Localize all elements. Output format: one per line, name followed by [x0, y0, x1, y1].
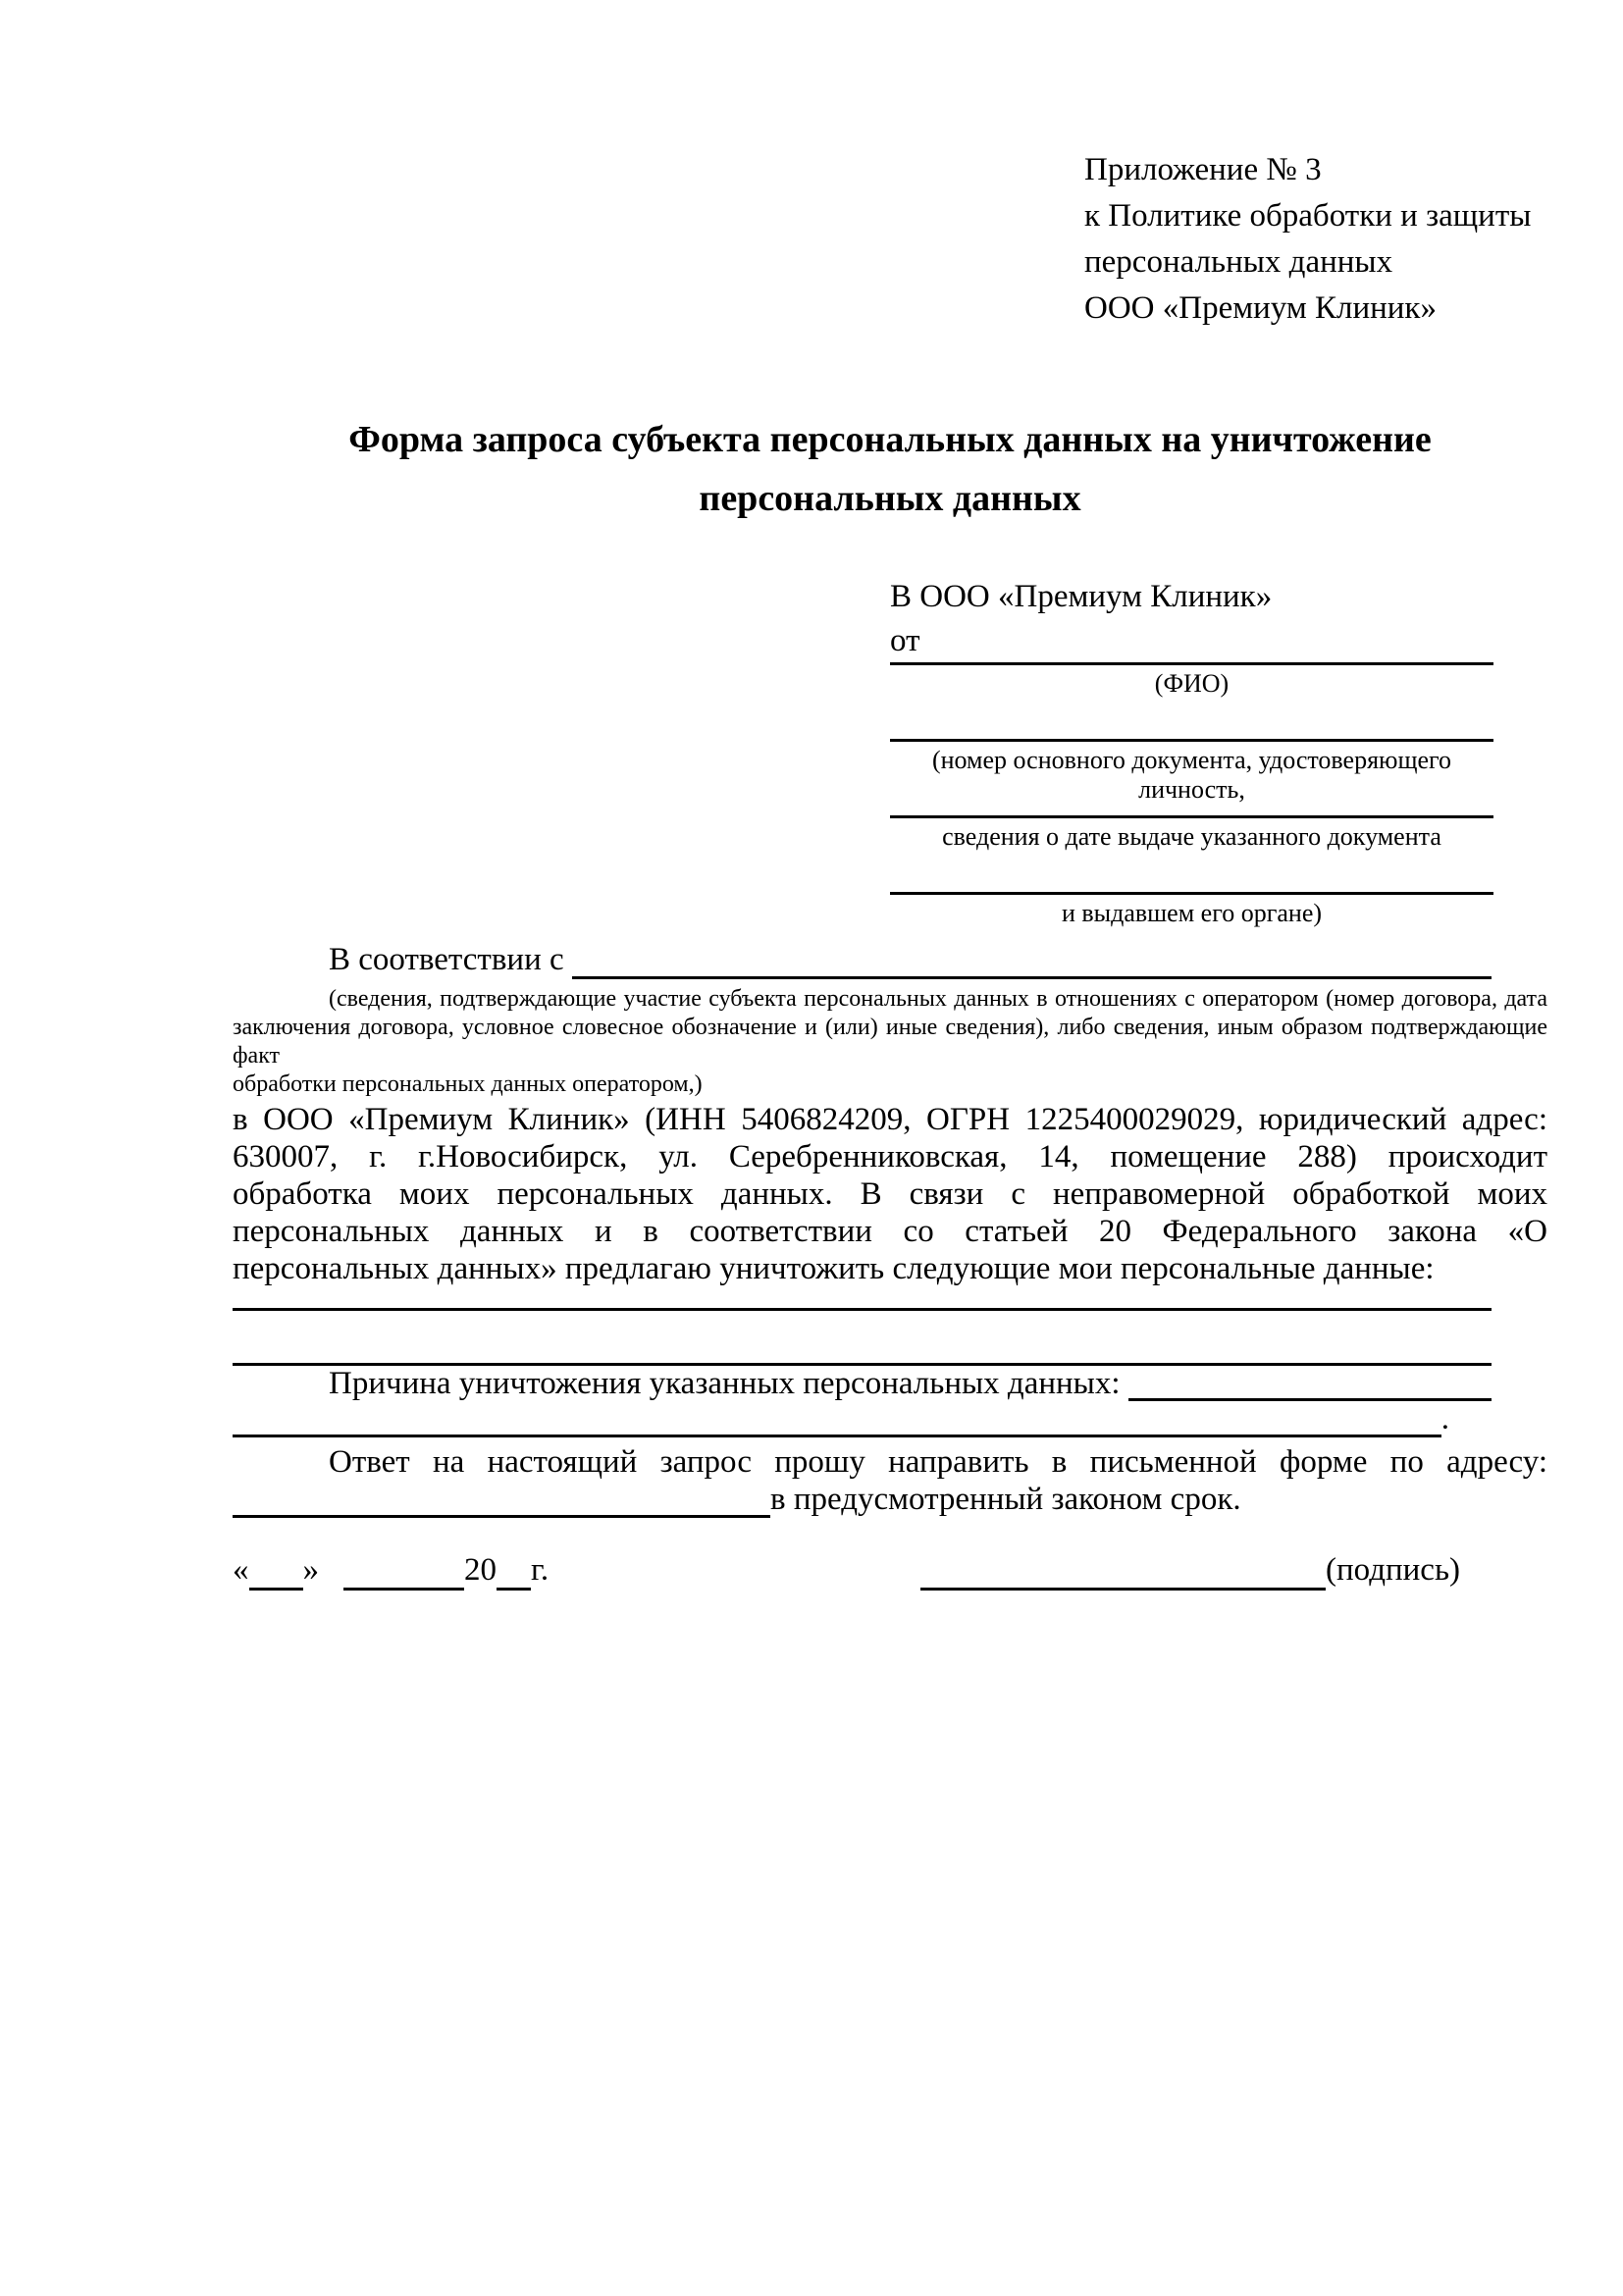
date-year-prefix: 20 [464, 1552, 497, 1588]
date-quote-close: » [302, 1552, 319, 1588]
issuing-authority-caption: и выдавшем его органе) [1061, 899, 1323, 927]
main-paragraph-line: в ООО «Премиум Клиник» (ИНН 5406824209, ОГРН 1225400029029, юридический адрес: [233, 1102, 1547, 1137]
date-year-suffix: г. [531, 1552, 550, 1588]
page-title-line2: персональных данных [699, 478, 1081, 519]
addressee-block [890, 574, 1493, 938]
main-paragraph-line: обработка моих персональных данных. В связи с неправомерной обработкой моих [233, 1176, 1547, 1212]
fio-field-segment [890, 665, 1493, 742]
term-text: в предусмотренный законом срок. [770, 1482, 1241, 1517]
response-address-row [233, 1481, 1547, 1518]
personal-data-blank-line-1 [233, 1287, 1492, 1311]
reason-blank-line [1128, 1369, 1492, 1401]
accordance-caption [233, 985, 1547, 1099]
appendix-note-line: к Политике обработки и защиты [1084, 198, 1532, 234]
accordance-row [233, 940, 1547, 979]
reason-line-period: . [1440, 1401, 1449, 1436]
issue-date-field-segment [890, 818, 1493, 895]
accordance-caption-line: (сведения, подтверждающие участие субъекта персональных данных в отношениях с оператором (номер договора, дата [329, 986, 1547, 1012]
addressee-to: В ООО «Премиум Клиник» [890, 579, 1273, 614]
signature-caption: (подпись) [1326, 1552, 1460, 1588]
accordance-caption-line: заключения договора, условное словесное обозначение и (или) иные сведения), либо сведения, иным образом подтверждающие факт [233, 1015, 1547, 1069]
fio-caption: (ФИО) [1154, 669, 1230, 698]
address-blank-line [233, 1486, 770, 1518]
reason-row [233, 1366, 1547, 1401]
reason-label: Причина уничтожения указанных персональных данных: [329, 1366, 1121, 1401]
main-paragraph [233, 1101, 1547, 1287]
main-paragraph-line: персональных данных» предлагаю уничтожить следующие мои персональные данные: [233, 1251, 1435, 1286]
accordance-caption-line: обработки персональных данных оператором,) [233, 1071, 703, 1097]
reason-blank-line-2 [233, 1405, 1441, 1437]
reason-blank-line-2-row [233, 1401, 1449, 1437]
document-number-caption: (номер основного документа, удостоверяющего личность, [931, 746, 1452, 804]
personal-data-blank-line-2 [233, 1311, 1492, 1366]
issuing-authority-caption-row [890, 895, 1493, 938]
page-title [233, 410, 1547, 528]
date-day-blank-line [249, 1560, 303, 1591]
signature-blank-line [920, 1560, 1326, 1591]
signature-group [920, 1549, 1460, 1591]
main-paragraph-line: персональных данных и в соответствии со статьей 20 Федерального закона «О [233, 1214, 1547, 1249]
appendix-note-line: Приложение № 3 [1084, 152, 1322, 187]
accordance-blank-line [572, 947, 1492, 979]
appendix-note-line: персональных данных [1084, 244, 1393, 280]
date-year-blank-line [497, 1560, 531, 1591]
accordance-label: В соответствии с [329, 942, 564, 977]
page-title-line1: Форма запроса субъекта персональных данных на уничтожение [348, 419, 1432, 460]
addressee-from-with-fio-line: от [890, 619, 1493, 665]
date-quote-open: « [233, 1552, 249, 1588]
document-number-field-segment [890, 742, 1493, 818]
issue-date-caption: сведения о дате выдаче указанного документа [942, 822, 1441, 851]
appendix-note [1084, 147, 1531, 332]
date-group [233, 1549, 549, 1591]
date-gap [319, 1563, 343, 1591]
date-signature-row [233, 1549, 1547, 1591]
appendix-note-line: ООО «Премиум Клиник» [1084, 290, 1437, 326]
body-block [233, 940, 1547, 1591]
main-paragraph-line: 630007, г. г.Новосибирск, ул. Серебренниковская, 14, помещение 288) происходит [233, 1139, 1547, 1174]
date-month-blank-line [343, 1560, 464, 1591]
response-request-line: Ответ на настоящий запрос прошу направить в письменной форме по адресу: [329, 1444, 1547, 1480]
